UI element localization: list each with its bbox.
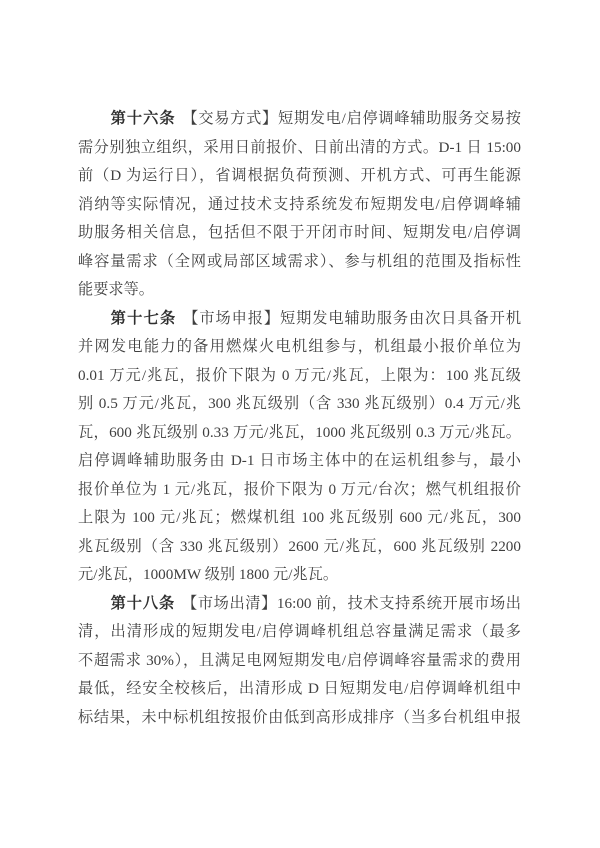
text-line: 并网发电能力的备用燃煤火电机组参与，机组最小报价单位为	[78, 338, 521, 355]
text-line: 前（D 为运行日），省调根据负荷预测、开机方式、可再生能源	[78, 167, 521, 184]
text-line: 需分别独立组织，采用日前报价、日前出清的方式。D-1 日 15:00	[78, 138, 521, 156]
text-line: 峰容量需求（全网或局部区域需求）、参与机组的范围及指标性	[78, 252, 521, 270]
text-line: 兆瓦级别（含 330 兆瓦级别）2600 元/兆瓦，600 兆瓦级别 2200	[78, 537, 521, 555]
text-line	[78, 590, 521, 619]
article-17	[78, 305, 521, 590]
text-line: 助服务相关信息，包括但不限于开闭市时间、短期发电/启停调	[78, 224, 521, 241]
text-line: 消纳等实际情况，通过技术支持系统发布短期发电/启停调峰辅	[78, 195, 521, 213]
text-line: 报价单位为 1 元/兆瓦，报价下限为 0 万元/台次；燃气机组报价	[78, 480, 521, 498]
article-first-line-text: 【交易方式】短期发电/启停调峰辅助服务交易按	[182, 110, 521, 127]
article-first-line-text: 【市场出清】16:00 前，技术支持系统开展市场出	[182, 594, 521, 612]
article-18	[78, 590, 521, 733]
text-line: 瓦，600 兆瓦级别 0.33 万元/兆瓦，1000 兆瓦级别 0.3 万元/兆瓦。	[78, 423, 521, 441]
article-number: 第十八条	[110, 594, 176, 612]
text-line	[78, 105, 521, 134]
text-line: 元/兆瓦，1000MW 级别 1800 元/兆瓦。	[78, 566, 339, 583]
text-line: 启停调峰辅助服务由 D-1 日市场主体中的在运机组参与，最小	[78, 452, 521, 469]
article-16	[78, 105, 521, 305]
text-line: 最低，经安全校核后，出清形成 D 日短期发电/启停调峰机组中	[78, 680, 521, 697]
text-line: 不超需求 30%），且满足电网短期发电/启停调峰容量需求的费用	[78, 651, 521, 669]
text-line: 能要求等。	[78, 281, 154, 298]
document-body	[78, 105, 521, 732]
text-line: 标结果，未中标机组按报价由低到高形成排序（当多台机组申报	[78, 708, 521, 726]
text-line: 别 0.5 万元/兆瓦，300 兆瓦级别（含 330 兆瓦级别）0.4 万元/兆	[78, 395, 521, 412]
text-line	[78, 305, 521, 334]
text-line: 0.01 万元/兆瓦，报价下限为 0 万元/兆瓦，上限为：100 兆瓦级	[78, 366, 521, 384]
text-line: 上限为 100 元/兆瓦；燃煤机组 100 兆瓦级别 600 元/兆瓦，300	[78, 509, 521, 526]
text-line: 清，出清形成的短期发电/启停调峰机组总容量满足需求（最多	[78, 623, 521, 640]
article-first-line-text: 【市场申报】短期发电辅助服务由次日具备开机	[183, 309, 521, 327]
article-number: 第十六条	[110, 110, 176, 127]
article-number: 第十七条	[110, 309, 177, 327]
